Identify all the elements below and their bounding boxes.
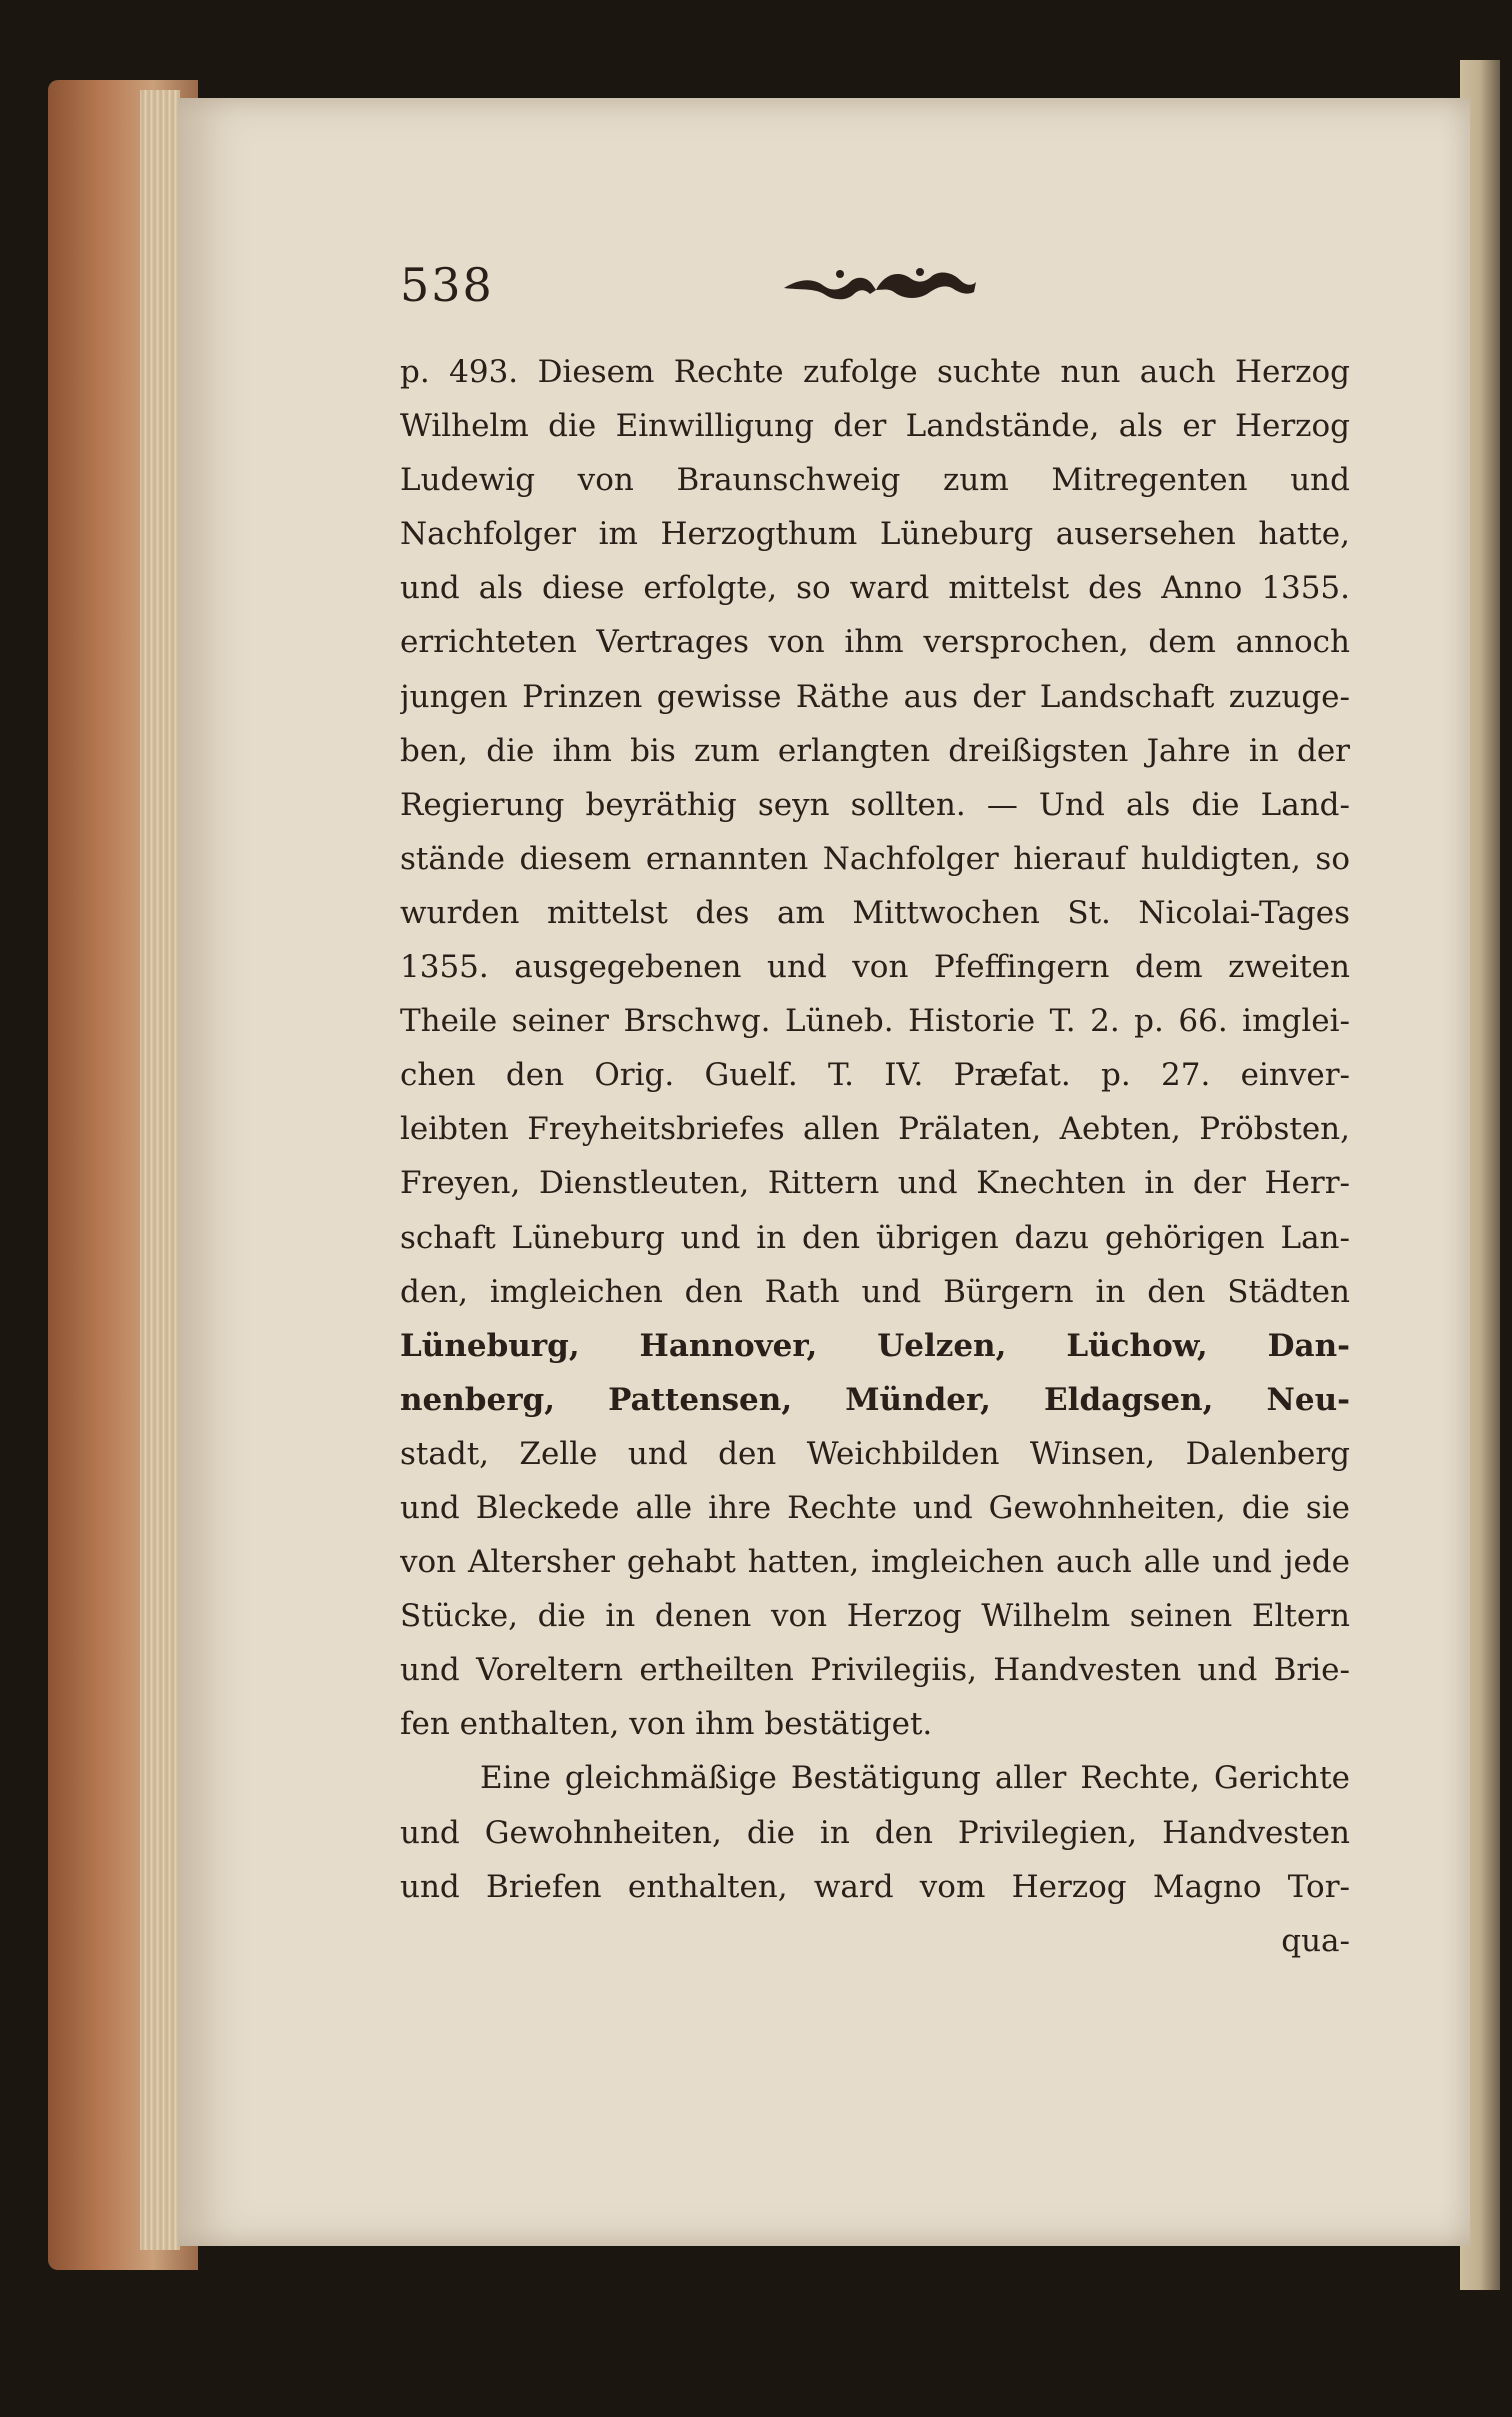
- text-line: stadt, Zelle und den Weichbilden Winsen, Dalenberg: [400, 1435, 1350, 1472]
- text-line: und Voreltern ertheilten Privilegiis, Handvesten und Brie-: [400, 1652, 1350, 1689]
- text-line: errichteten Vertrages von ihm versprochen, dem annoch: [400, 624, 1350, 661]
- text-line: leibten Freyheitsbriefes allen Prälaten, Aebten, Pröbsten,: [400, 1111, 1350, 1148]
- text-line: den, imgleichen den Rath und Bürgern in den Städten: [400, 1273, 1350, 1310]
- text-line: p. 493. Diesem Rechte zufolge suchte nun auch Herzog: [400, 354, 1350, 390]
- text-line: Lüneburg, Hannover, Uelzen, Lüchow, Dan-: [400, 1327, 1350, 1364]
- text-line: Nachfolger im Herzogthum Lüneburg ausersehen hatte,: [400, 516, 1350, 553]
- ornament-icon: [780, 260, 980, 310]
- text-line: Wilhelm die Einwilligung der Landstände, als er Herzog: [400, 408, 1350, 445]
- text-line: und als diese erfolgte, so ward mittelst des Anno 1355.: [400, 570, 1350, 607]
- text-line: fen enthalten, von ihm bestätiget.: [400, 1706, 933, 1743]
- text-line: von Altersher gehabt hatten, imgleichen auch alle und jede: [400, 1544, 1350, 1581]
- text-line: Stücke, die in denen von Herzog Wilhelm seinen Eltern: [400, 1598, 1350, 1635]
- text-line: wurden mittelst des am Mittwochen St. Nicolai-Tages: [400, 894, 1350, 931]
- text-line: und Gewohnheiten, die in den Privilegien, Handvesten: [400, 1814, 1350, 1851]
- text-line: und Briefen enthalten, ward vom Herzog Magno Tor-: [400, 1868, 1350, 1905]
- text-line: ben, die ihm bis zum erlangten dreißigsten Jahre in der: [400, 732, 1350, 769]
- catchword: qua-: [1281, 1922, 1350, 1959]
- text-line: Theile seiner Brschwg. Lüneb. Historie T. 2. p. 66. imglei-: [400, 1003, 1350, 1040]
- page-stack-edge: [140, 90, 180, 2250]
- text-line: chen den Orig. Guelf. T. IV. Præfat. p. 27. einver-: [400, 1057, 1350, 1094]
- body-text: [400, 345, 1350, 1968]
- text-line: jungen Prinzen gewisse Räthe aus der Landschaft zuzuge-: [400, 678, 1350, 715]
- text-line: Eine gleichmäßige Bestätigung aller Rechte, Gerichte: [480, 1760, 1350, 1797]
- text-line: und Bleckede alle ihre Rechte und Gewohnheiten, die sie: [400, 1489, 1350, 1526]
- page-number: 538: [400, 258, 494, 312]
- text-line: Freyen, Dienstleuten, Rittern und Knechten in der Herr-: [400, 1165, 1350, 1202]
- text-line: Regierung beyräthig seyn sollten. — Und als die Land-: [400, 786, 1350, 823]
- text-line: nenberg, Pattensen, Münder, Eldagsen, Neu-: [400, 1381, 1350, 1418]
- text-line: stände diesem ernannten Nachfolger hierauf huldigten, so: [400, 840, 1350, 877]
- text-line: Ludewig von Braunschweig zum Mitregenten und: [400, 462, 1350, 499]
- text-line: 1355. ausgegebenen und von Pfeffingern dem zweiten: [400, 949, 1350, 986]
- text-line: schaft Lüneburg und in den übrigen dazu gehörigen Lan-: [400, 1219, 1350, 1256]
